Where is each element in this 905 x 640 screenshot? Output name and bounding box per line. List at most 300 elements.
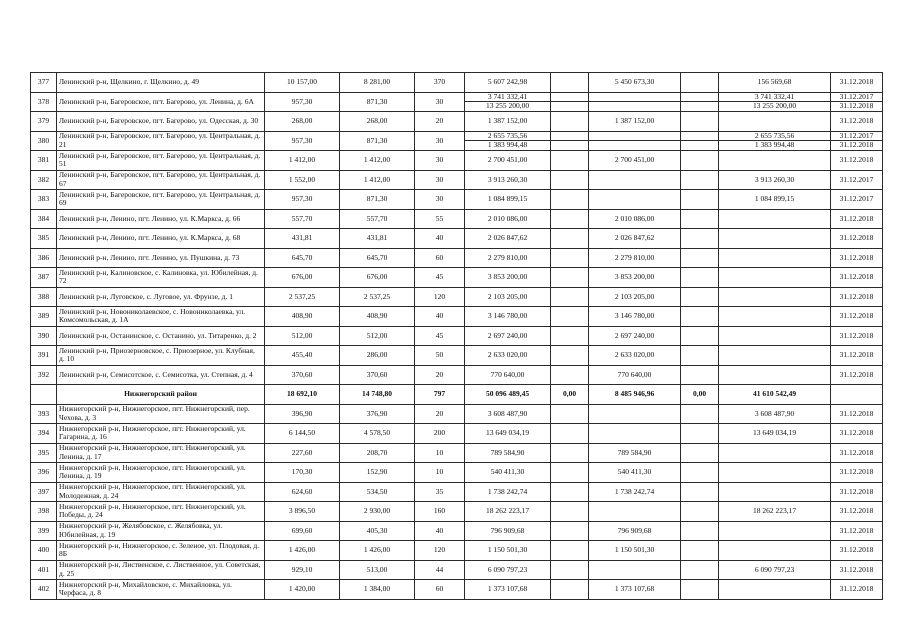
cell-area-living: 557,70 [340, 209, 415, 229]
cell-total-cost: 2 633 020,00 [465, 346, 551, 366]
cell-date: 31.12.2018 [831, 443, 883, 463]
table-row [31, 580, 883, 600]
district-label: Нижнегорский район [57, 385, 265, 405]
cell-area-total: 455,40 [265, 346, 340, 366]
cell-address: Ленинский р-н, Багеровское, пгт. Багерово, ул. Одесская, д. 30 [57, 112, 265, 132]
cell-area-total: 6 144,50 [265, 424, 340, 444]
cell-area-total: 396,90 [265, 404, 340, 424]
cell-date: 31.12.2018 [831, 229, 883, 249]
cell-total-cost: 5 607 242,98 [465, 73, 551, 93]
cell-col7 [589, 424, 681, 444]
cell-total-cost: 6 090 797,23 [465, 560, 551, 580]
cell-area-living: 376,90 [340, 404, 415, 424]
cell-no: 395 [31, 443, 57, 463]
cell-col9: 6 090 797,23 [719, 560, 831, 580]
cell-area-living: 1 412,00 [340, 170, 415, 190]
cell-date: 31.12.2018 [831, 151, 883, 171]
table-body-leninsky [31, 73, 883, 385]
cell-area-living: 8 281,00 [340, 73, 415, 93]
cell-address: Ленинский р-н, Ленино, пгт. Ленино, ул. Пушкина, д. 73 [57, 248, 265, 268]
district-date [831, 385, 883, 405]
table-row [31, 112, 883, 132]
cell-area-total: 512,00 [265, 326, 340, 346]
cell-persons: 10 [415, 443, 465, 463]
district-col7: 8 485 946,96 [589, 385, 681, 405]
cell-col9 [719, 209, 831, 229]
cell-col8 [681, 151, 719, 171]
cell-area-living: 2 537,25 [340, 287, 415, 307]
cell-area-living: 152,90 [340, 463, 415, 483]
table-row [31, 463, 883, 483]
cell-area-living: 871,30 [340, 92, 415, 112]
cell-persons: 20 [415, 112, 465, 132]
cell-col7: 3 853 200,00 [589, 268, 681, 288]
cell-col8 [681, 541, 719, 561]
cell-col8-line-2 [681, 140, 718, 141]
cell-col7: 2 700 451,00 [589, 151, 681, 171]
cell-col9 [719, 131, 831, 151]
cell-area-total: 1 412,00 [265, 151, 340, 171]
table-row [31, 560, 883, 580]
cell-col6 [551, 287, 589, 307]
cell-area-total: 370,60 [265, 365, 340, 385]
table-row [31, 190, 883, 210]
cell-address: Ленинский р-н, Щелкино, г. Щелкино, д. 49 [57, 73, 265, 93]
cell-total-cost: 770 640,00 [465, 365, 551, 385]
cell-total-cost: 2 700 451,00 [465, 151, 551, 171]
cell-address: Ленинский р-н, Багеровское, пгт. Багерово, ул. Центральная, д. 21 [57, 131, 265, 151]
cell-date: 31.12.2017 [831, 170, 883, 190]
cell-date: 31.12.2018 [831, 463, 883, 483]
cell-total-cost: 18 262 223,17 [465, 502, 551, 522]
cell-area-total: 676,00 [265, 268, 340, 288]
district-persons: 797 [415, 385, 465, 405]
cell-address: Нижнегорский р-н, Михайловское, с. Михайловка, ул. Черфаса, д. 8 [57, 580, 265, 600]
cell-col7: 2 633 020,00 [589, 346, 681, 366]
cell-col6 [551, 560, 589, 580]
cell-col7-line-2 [589, 140, 680, 141]
cell-no: 394 [31, 424, 57, 444]
cell-col7: 3 146 780,00 [589, 307, 681, 327]
cell-col9 [719, 268, 831, 288]
cell-area-living: 408,90 [340, 307, 415, 327]
cell-col7: 540 411,30 [589, 463, 681, 483]
cell-col6-line-2 [551, 140, 588, 141]
cell-area-living: 4 578,50 [340, 424, 415, 444]
cell-address: Ленинский р-н, Семисотское, с. Семисотка, ул. Степная, д. 4 [57, 365, 265, 385]
table-row [31, 151, 883, 171]
table-row [31, 287, 883, 307]
cell-col7: 5 450 673,30 [589, 73, 681, 93]
cell-no: 398 [31, 502, 57, 522]
cell-area-total: 227,60 [265, 443, 340, 463]
cell-col9-line-1: 3 741 332,41 [754, 92, 795, 101]
cell-total-cost: 796 909,68 [465, 521, 551, 541]
cell-date: 31.12.2018 [831, 307, 883, 327]
cell-col8 [681, 482, 719, 502]
cell-col8 [681, 326, 719, 346]
table-row [31, 521, 883, 541]
cell-total-cost: 2 010 086,00 [465, 209, 551, 229]
cell-no: 399 [31, 521, 57, 541]
cell-persons: 50 [415, 346, 465, 366]
cell-persons: 20 [415, 404, 465, 424]
table-row [31, 365, 883, 385]
cell-col8 [681, 346, 719, 366]
cell-total-cost: 3 913 260,30 [465, 170, 551, 190]
cell-col6 [551, 346, 589, 366]
cell-col7 [589, 170, 681, 190]
cell-col7 [589, 92, 681, 112]
cell-col9 [719, 580, 831, 600]
cell-address: Ленинский р-н, Ленино, пгт. Ленино, ул. К.Маркса, д. 68 [57, 229, 265, 249]
cell-area-total: 431,81 [265, 229, 340, 249]
cell-date-line-2: 31.12.2018 [831, 101, 882, 111]
cell-no: 379 [31, 112, 57, 132]
cell-col9 [719, 346, 831, 366]
cell-persons: 10 [415, 463, 465, 483]
cell-col8 [681, 424, 719, 444]
cell-address: Нижнегорский р-н, Нижнегорское, пгт. Нижнегорский, ул. Молодежная, д. 24 [57, 482, 265, 502]
cell-col9: 156 569,68 [719, 73, 831, 93]
table-row [31, 424, 883, 444]
cell-address: Ленинский р-н, Багеровское, пгт. Багерово, ул. Центральная, д. 69 [57, 190, 265, 210]
cell-address: Ленинский р-н, Приозерновское, с. Приозерное, ул. Клубная, д. 10 [57, 346, 265, 366]
cell-total-cost: 13 649 034,19 [465, 424, 551, 444]
cell-col8 [681, 268, 719, 288]
cell-area-living: 286,00 [340, 346, 415, 366]
cell-area-total: 170,30 [265, 463, 340, 483]
cell-col9 [719, 365, 831, 385]
cell-date-line-2: 31.12.2018 [831, 140, 882, 150]
cell-col9 [719, 541, 831, 561]
cell-address: Нижнегорский р-н, Нижнегорское, пгт. Нижнегорский, ул. Ленина, д. 17 [57, 443, 265, 463]
cell-no: 387 [31, 268, 57, 288]
cell-persons: 44 [415, 560, 465, 580]
cell-date: 31.12.2018 [831, 112, 883, 132]
cell-date: 31.12.2018 [831, 73, 883, 93]
cell-persons: 30 [415, 131, 465, 151]
cell-total-cost [465, 92, 551, 112]
cell-persons: 60 [415, 248, 465, 268]
district-col6: 0,00 [551, 385, 589, 405]
cell-col6 [551, 92, 589, 112]
table-row [31, 502, 883, 522]
cell-col6 [551, 326, 589, 346]
cell-area-living: 2 930,00 [340, 502, 415, 522]
cell-no: 384 [31, 209, 57, 229]
cell-total-cost: 1 738 242,74 [465, 482, 551, 502]
cell-total-cost: 2 103 205,00 [465, 287, 551, 307]
cell-col7: 1 150 501,30 [589, 541, 681, 561]
table-row [31, 326, 883, 346]
cell-area-living: 208,70 [340, 443, 415, 463]
cell-area-total: 2 537,25 [265, 287, 340, 307]
cell-col7: 2 697 240,00 [589, 326, 681, 346]
cell-area-living: 1 384,00 [340, 580, 415, 600]
cell-col8 [681, 443, 719, 463]
cell-col8 [681, 209, 719, 229]
cell-col6 [551, 73, 589, 93]
cell-col9 [719, 326, 831, 346]
cell-total-cost: 2 026 847,62 [465, 229, 551, 249]
district-total-cost: 50 096 489,45 [465, 385, 551, 405]
cell-col6 [551, 482, 589, 502]
cell-total-cost: 1 084 899,15 [465, 190, 551, 210]
cell-no: 397 [31, 482, 57, 502]
cell-total-cost: 789 584,90 [465, 443, 551, 463]
cell-col7: 789 584,90 [589, 443, 681, 463]
cell-total-cost: 1 373 107,68 [465, 580, 551, 600]
cell-col6 [551, 580, 589, 600]
cell-area-living: 676,00 [340, 268, 415, 288]
cell-col7: 2 279 810,00 [589, 248, 681, 268]
cell-address: Нижнегорский р-н, Нижнегорское, пгт. Нижнегорский, ул. Гагарина, д. 16 [57, 424, 265, 444]
district-total-row [31, 385, 883, 405]
cell-col9 [719, 248, 831, 268]
cell-address: Нижнегорский р-н, Нижнегорское, пгт. Нижнегорский, ул. Победы, д. 24 [57, 502, 265, 522]
cell-area-total: 699,60 [265, 521, 340, 541]
cell-area-living: 871,30 [340, 131, 415, 151]
cell-date: 31.12.2018 [831, 209, 883, 229]
cell-date: 31.12.2018 [831, 326, 883, 346]
cell-col7: 2 103 205,00 [589, 287, 681, 307]
cell-area-living: 1 412,00 [340, 151, 415, 171]
cell-area-total: 408,90 [265, 307, 340, 327]
cell-col8 [681, 307, 719, 327]
table-row [31, 73, 883, 93]
cell-no: 391 [31, 346, 57, 366]
cell-total-cost: 540 411,30 [465, 463, 551, 483]
cell-no: 390 [31, 326, 57, 346]
cell-persons: 40 [415, 521, 465, 541]
cell-persons: 40 [415, 229, 465, 249]
cell-col7: 1 373 107,68 [589, 580, 681, 600]
cell-col9 [719, 151, 831, 171]
cell-date: 31.12.2017 [831, 190, 883, 210]
cell-address: Ленинский р-н, Ленино, пгт. Ленино, ул. К.Маркса, д. 66 [57, 209, 265, 229]
cell-area-total: 3 896,50 [265, 502, 340, 522]
cell-date: 31.12.2018 [831, 521, 883, 541]
cell-date [831, 131, 883, 151]
cell-area-total: 268,00 [265, 112, 340, 132]
table-row [31, 229, 883, 249]
cell-area-total: 1 420,00 [265, 580, 340, 600]
cell-col9 [719, 482, 831, 502]
cell-persons: 200 [415, 424, 465, 444]
cell-col7 [589, 502, 681, 522]
cell-total-cost-line-1: 3 741 332,41 [487, 92, 528, 101]
cell-no: 389 [31, 307, 57, 327]
cell-area-living: 370,60 [340, 365, 415, 385]
cell-area-total: 1 552,00 [265, 170, 340, 190]
cell-col6 [551, 170, 589, 190]
cell-col6 [551, 365, 589, 385]
cell-col9: 3 608 487,90 [719, 404, 831, 424]
cell-col7-line-2 [589, 101, 680, 102]
cell-col8 [681, 112, 719, 132]
cell-area-living: 268,00 [340, 112, 415, 132]
cell-col6 [551, 151, 589, 171]
cell-col9-line-1: 2 655 735,56 [754, 131, 795, 140]
cell-date-line-1: 31.12.2017 [839, 131, 874, 140]
cell-col7 [589, 560, 681, 580]
cell-col8 [681, 287, 719, 307]
cell-no: 392 [31, 365, 57, 385]
cell-persons: 45 [415, 326, 465, 346]
cell-col8-line-2 [681, 101, 718, 102]
cell-date: 31.12.2018 [831, 482, 883, 502]
table-row [31, 248, 883, 268]
cell-col9 [719, 229, 831, 249]
cell-area-living: 534,50 [340, 482, 415, 502]
table-body-district-total [31, 385, 883, 405]
cell-total-cost: 1 150 501,30 [465, 541, 551, 561]
cell-address: Ленинский р-н, Багеровское, пгт. Багерово, ул. Ленина, д. 6А [57, 92, 265, 112]
cell-col9 [719, 112, 831, 132]
cell-date-line-1: 31.12.2017 [839, 92, 874, 101]
cell-area-living: 512,00 [340, 326, 415, 346]
cell-area-total: 957,30 [265, 131, 340, 151]
cell-persons: 30 [415, 92, 465, 112]
cell-total-cost-line-1: 2 655 735,56 [487, 131, 528, 140]
cell-area-total: 624,60 [265, 482, 340, 502]
cell-address: Ленинский р-н, Останинское, с. Останино, ул. Титаренко, д. 2 [57, 326, 265, 346]
table-row [31, 307, 883, 327]
cell-col6 [551, 443, 589, 463]
cell-persons: 20 [415, 365, 465, 385]
cell-persons: 30 [415, 170, 465, 190]
cell-col7: 2 010 086,00 [589, 209, 681, 229]
district-col9: 41 610 542,49 [719, 385, 831, 405]
cell-col6 [551, 502, 589, 522]
table-row [31, 346, 883, 366]
cell-col8 [681, 248, 719, 268]
cell-col7: 770 640,00 [589, 365, 681, 385]
cell-col7 [589, 190, 681, 210]
cell-col7 [589, 131, 681, 151]
cell-persons: 60 [415, 580, 465, 600]
table-body-nizhnegorsky [31, 404, 883, 599]
cell-date: 31.12.2018 [831, 287, 883, 307]
table-row [31, 482, 883, 502]
cell-total-cost-line-2: 13 255 200,00 [465, 101, 550, 111]
table-row [31, 209, 883, 229]
cell-col6 [551, 521, 589, 541]
cell-no: 378 [31, 92, 57, 112]
cell-col9: 13 649 034,19 [719, 424, 831, 444]
cell-address: Нижнегорский р-н, Лиственское, с. Лиственное, ул. Советская, д. 25 [57, 560, 265, 580]
cell-col6 [551, 248, 589, 268]
cell-col6 [551, 131, 589, 151]
cell-no: 381 [31, 151, 57, 171]
table-row [31, 404, 883, 424]
cell-area-total: 645,70 [265, 248, 340, 268]
cell-col6 [551, 190, 589, 210]
cell-address: Нижнегорский р-н, Нижнегорское, с. Зеленое, ул. Плодовая, д. 8Б [57, 541, 265, 561]
cell-col6 [551, 268, 589, 288]
table-row [31, 443, 883, 463]
cell-address: Ленинский р-н, Калиновское, с. Калиновка, ул. Юбилейная, д. 72 [57, 268, 265, 288]
cell-date: 31.12.2018 [831, 365, 883, 385]
cell-total-cost: 2 697 240,00 [465, 326, 551, 346]
cell-persons: 30 [415, 190, 465, 210]
district-col8: 0,00 [681, 385, 719, 405]
cell-no [31, 385, 57, 405]
district-area-total: 18 692,10 [265, 385, 340, 405]
cell-col9 [719, 443, 831, 463]
cell-col9: 18 262 223,17 [719, 502, 831, 522]
cell-col9 [719, 92, 831, 112]
cell-area-total: 557,70 [265, 209, 340, 229]
cell-total-cost [465, 131, 551, 151]
cell-no: 386 [31, 248, 57, 268]
cell-date: 31.12.2018 [831, 248, 883, 268]
table-row [31, 170, 883, 190]
cell-area-living: 871,30 [340, 190, 415, 210]
table-row [31, 92, 883, 112]
cell-col8 [681, 365, 719, 385]
cell-date: 31.12.2018 [831, 268, 883, 288]
cell-area-total: 929,10 [265, 560, 340, 580]
table-row [31, 541, 883, 561]
cell-col7: 1 387 152,00 [589, 112, 681, 132]
cell-no: 383 [31, 190, 57, 210]
cell-col8 [681, 73, 719, 93]
cell-persons: 120 [415, 287, 465, 307]
cell-no: 400 [31, 541, 57, 561]
cell-no: 388 [31, 287, 57, 307]
cell-persons: 55 [415, 209, 465, 229]
cell-col6 [551, 229, 589, 249]
cell-total-cost: 3 853 200,00 [465, 268, 551, 288]
cell-persons: 45 [415, 268, 465, 288]
cell-col9 [719, 287, 831, 307]
cell-area-living: 1 426,00 [340, 541, 415, 561]
cell-col8 [681, 560, 719, 580]
cell-date: 31.12.2018 [831, 580, 883, 600]
cell-col6 [551, 404, 589, 424]
cell-col8 [681, 170, 719, 190]
cell-col6 [551, 112, 589, 132]
cell-date: 31.12.2018 [831, 502, 883, 522]
cell-total-cost: 3 146 780,00 [465, 307, 551, 327]
cell-no: 393 [31, 404, 57, 424]
cell-col9: 3 913 260,30 [719, 170, 831, 190]
cell-total-cost: 3 608 487,90 [465, 404, 551, 424]
table-row [31, 131, 883, 151]
cell-persons: 30 [415, 151, 465, 171]
cell-col8 [681, 92, 719, 112]
cell-date: 31.12.2018 [831, 346, 883, 366]
cell-area-total: 957,30 [265, 190, 340, 210]
cell-persons: 370 [415, 73, 465, 93]
cell-address: Нижнегорский р-н, Желябовское, с. Желябовка, ул. Юбилейная, д. 19 [57, 521, 265, 541]
cell-address: Ленинский р-н, Багеровское, пгт. Багерово, ул. Центральная, д. 67 [57, 170, 265, 190]
cell-col7: 796 909,68 [589, 521, 681, 541]
cell-total-cost: 2 279 810,00 [465, 248, 551, 268]
cell-col9: 1 084 899,15 [719, 190, 831, 210]
cell-col9-line-2: 13 255 200,00 [719, 101, 830, 111]
cell-date: 31.12.2018 [831, 424, 883, 444]
cell-col9-line-2: 1 383 994,48 [719, 140, 830, 150]
cell-address: Нижнегорский р-н, Нижнегорское, пгт. Нижнегорский, пер. Чехова, д. 3 [57, 404, 265, 424]
cell-area-living: 513,00 [340, 560, 415, 580]
district-area-living: 14 748,80 [340, 385, 415, 405]
cell-col8 [681, 131, 719, 151]
cell-area-total: 10 157,00 [265, 73, 340, 93]
cell-area-living: 645,70 [340, 248, 415, 268]
